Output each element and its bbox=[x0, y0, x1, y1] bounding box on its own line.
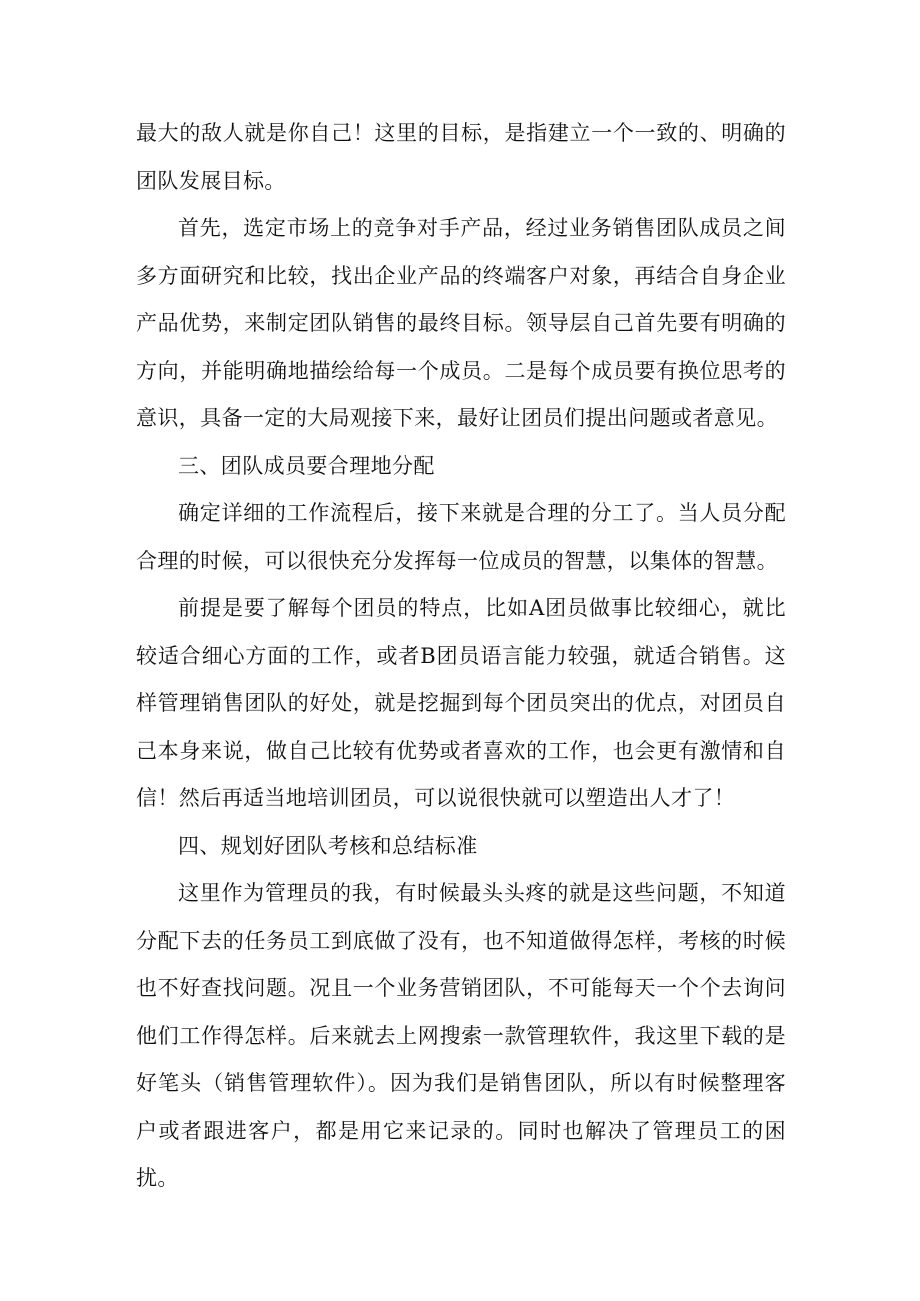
paragraph-competitor-analysis: 首先，选定市场上的竞争对手产品，经过业务销售团队成员之间多方面研究和比较，找出企业产品的终端客户对象，再结合自身企业产品优势，来制定团队销售的最终目标。领导层自己首先要有明确的方向，并能明确地描绘给每一个成员。二是每个成员要有换位思考的意识，具备一定的大局观接下来，最好让团员们提出问题或者意见。 bbox=[136, 216, 786, 430]
document-body bbox=[136, 110, 786, 1203]
paragraph-evaluation: 这里作为管理员的我，有时候最头头疼的就是这些问题，不知道分配下去的任务员工到底做了没有，也不知道做得怎样，考核的时候也不好查找问题。况且一个业务营销团队，不可能每天一个个去询问他们工作得怎样。后来就去上网搜索一款管理软件，我这里下载的是好笔头（销售管理软件）。因为我们是销售团队，所以有时候整理客户或者跟进客户，都是用它来记录的。同时也解决了管理员工的困扰。 bbox=[136, 881, 786, 1190]
section-heading-3: 三、团队成员要合理地分配 bbox=[178, 453, 435, 478]
paragraph-continuation: 最大的敌人就是你自己！这里的目标，是指建立一个一致的、明确的团队发展目标。 bbox=[136, 121, 786, 193]
paragraph-workflow: 确定详细的工作流程后，接下来就是合理的分工了。当人员分配合理的时候，可以很快充分发挥每一位成员的智慧，以集体的智慧。 bbox=[136, 501, 786, 573]
paragraph-member-traits: 前提是要了解每个团员的特点，比如A团员做事比较细心，就比较适合细心方面的工作，或者B团员语言能力较强，就适合销售。这样管理销售团队的好处，就是挖掘到每个团员突出的优点，对团员自己本身来说，做自己比较有优势或者喜欢的工作，也会更有激情和自信！然后再适当地培训团员，可以说很快就可以塑造出人才了！ bbox=[136, 596, 786, 810]
section-heading-4: 四、规划好团队考核和总结标准 bbox=[178, 833, 478, 858]
